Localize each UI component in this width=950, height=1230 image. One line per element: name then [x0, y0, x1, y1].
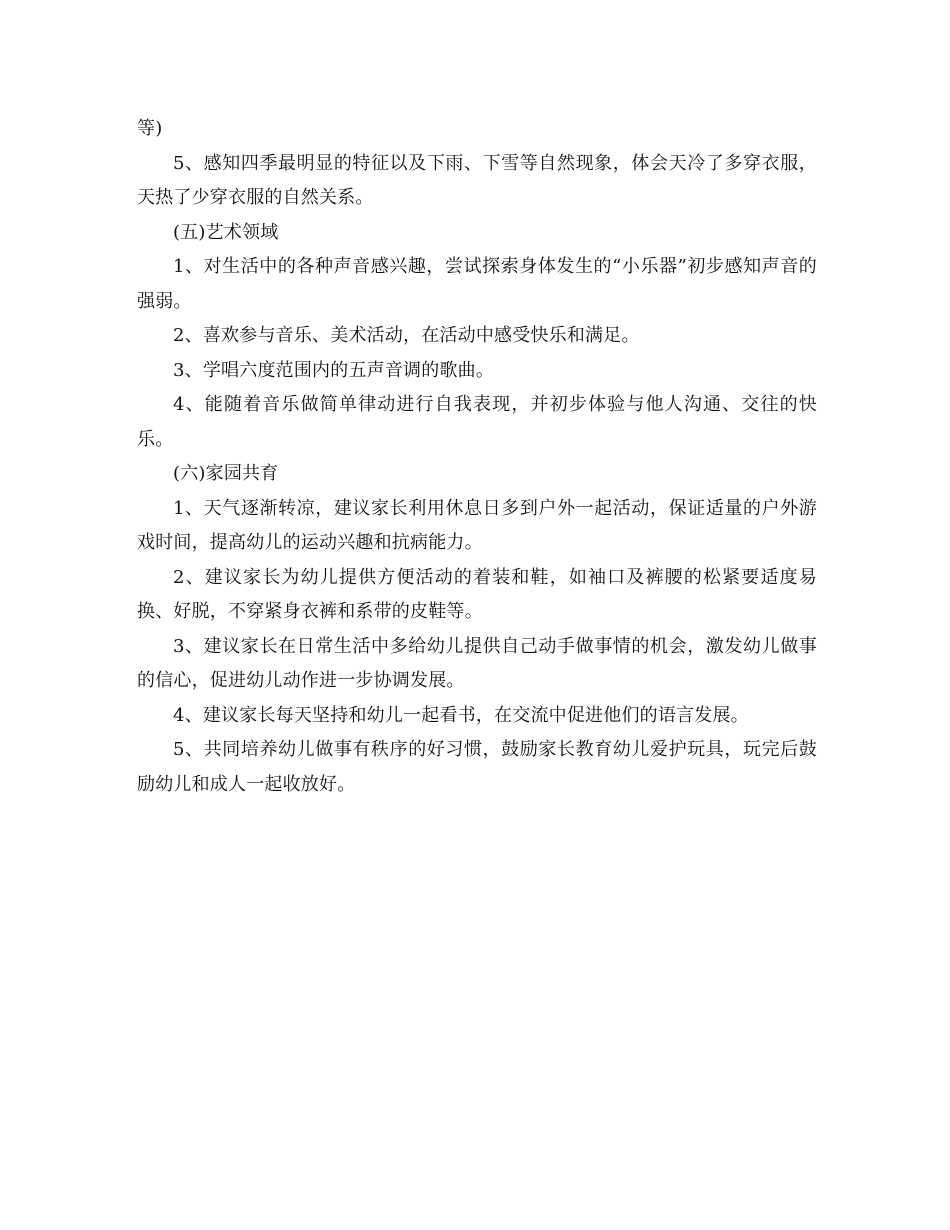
paragraph-home-item-1: 1、天气逐渐转凉，建议家长利用休息日多到户外一起活动，保证适量的户外游戏时间，提高幼儿的运动兴趣和抗病能力。 — [137, 497, 817, 553]
section-heading-arts: (五)艺术领域 — [173, 221, 279, 243]
document-body — [137, 112, 817, 802]
paragraph-home-item-4: 4、建议家长每天坚持和幼儿一起看书，在交流中促进他们的语言发展。 — [173, 704, 749, 726]
paragraph-home-item-5: 5、共同培养幼儿做事有秩序的好习惯，鼓励家长教育幼儿爱护玩具，玩完后鼓励幼儿和成人一起收放好。 — [137, 739, 817, 795]
paragraph-arts-item-4: 4、能随着音乐做简单律动进行自我表现，并初步体验与他人沟通、交往的快乐。 — [137, 394, 817, 450]
paragraph-home-item-2: 2、建议家长为幼儿提供方便活动的着装和鞋，如袖口及裤腰的松紧要适度易换、好脱，不穿紧身衣裤和系带的皮鞋等。 — [137, 566, 817, 622]
paragraph-science-item-5: 5、感知四季最明显的特征以及下雨、下雪等自然现象，体会天冷了多穿衣服，天热了少穿衣服的自然关系。 — [137, 152, 817, 208]
paragraph-arts-item-1: 1、对生活中的各种声音感兴趣，尝试探索身体发生的“小乐器”初步感知声音的强弱。 — [137, 256, 817, 312]
paragraph-continuation: 等) — [137, 118, 163, 139]
paragraph-home-item-3: 3、建议家长在日常生活中多给幼儿提供自己动手做事情的机会，激发幼儿做事的信心，促进幼儿动作进一步协调发展。 — [137, 635, 817, 691]
paragraph-arts-item-2: 2、喜欢参与音乐、美术活动，在活动中感受快乐和满足。 — [173, 325, 640, 346]
section-heading-home-school: (六)家园共育 — [173, 463, 279, 484]
paragraph-arts-item-3: 3、学唱六度范围内的五声音调的歌曲。 — [173, 359, 495, 381]
